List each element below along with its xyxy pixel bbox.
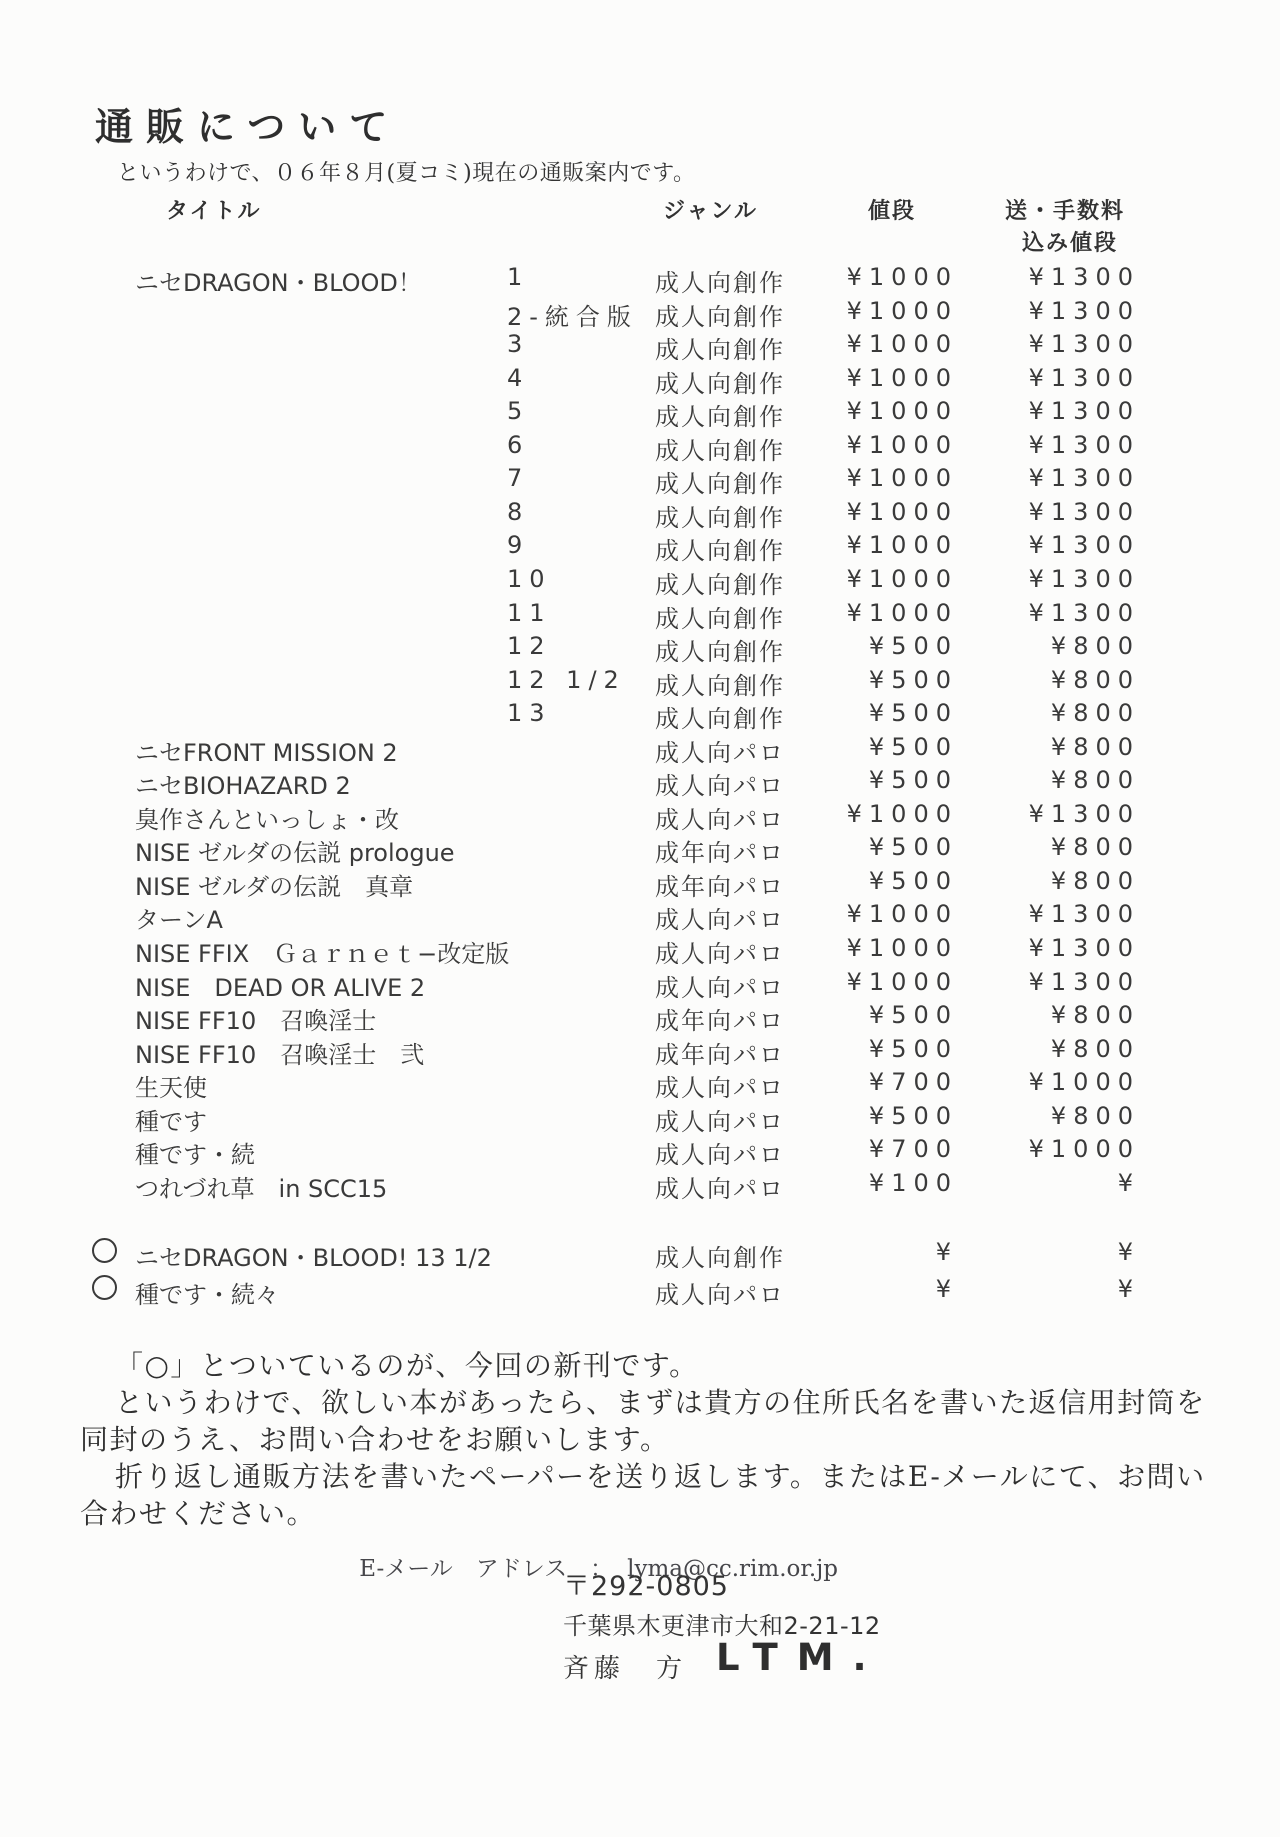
price-cell: ¥1000 bbox=[846, 900, 958, 929]
volume-cell: 13 bbox=[507, 699, 552, 728]
genre-cell: 成人向創作 bbox=[655, 503, 785, 532]
price-cell: ¥1000 bbox=[846, 464, 958, 493]
price-cell: ¥700 bbox=[868, 1135, 958, 1164]
genre-cell: 成人向創作 bbox=[655, 470, 785, 499]
email-label: E-メール アドレス ： bbox=[359, 1556, 614, 1582]
shipping-cell: ¥800 bbox=[1050, 833, 1140, 862]
price-cell: ¥1000 bbox=[846, 799, 958, 828]
price-cell: ¥500 bbox=[868, 1034, 958, 1063]
genre-cell: 成人向創作 bbox=[655, 570, 785, 599]
circle-name: LTM. bbox=[716, 1636, 886, 1679]
price-cell: ¥1000 bbox=[846, 430, 958, 459]
table-row bbox=[0, 699, 1280, 733]
title-cell: NISE ゼルダの伝説 真章 bbox=[135, 872, 414, 901]
table-row bbox=[0, 1068, 1280, 1102]
column-header-genre: ジャンル bbox=[663, 199, 759, 224]
table-row bbox=[0, 1169, 1280, 1203]
volume-cell: 5 bbox=[507, 397, 530, 426]
volume-cell: 10 bbox=[507, 564, 552, 593]
shipping-cell: ¥1300 bbox=[1028, 900, 1140, 929]
shipping-cell: ¥800 bbox=[1050, 766, 1140, 795]
genre-cell: 成人向創作 bbox=[655, 537, 785, 566]
table-row bbox=[0, 330, 1280, 364]
email-address: lyma@cc.rim.or.jp bbox=[627, 1556, 838, 1582]
new-release-marker-circle-icon bbox=[92, 1275, 117, 1300]
price-cell: ¥500 bbox=[868, 766, 958, 795]
shipping-cell: ¥1000 bbox=[1028, 1135, 1140, 1164]
genre-cell: 成年向パロ bbox=[655, 1040, 785, 1069]
note-line: 「○」とついているのが、今回の新刊です。 bbox=[115, 1349, 699, 1382]
price-cell: ¥1000 bbox=[846, 363, 958, 392]
table-row bbox=[0, 1035, 1280, 1069]
genre-cell: 成人向創作 bbox=[655, 302, 785, 331]
price-cell: ¥ bbox=[935, 1238, 958, 1266]
table-row bbox=[0, 733, 1280, 767]
title-cell: 臭作さんといっしょ・改 bbox=[135, 805, 399, 834]
genre-cell: 成年向パロ bbox=[655, 872, 785, 901]
genre-cell: 成人向創作 bbox=[655, 403, 785, 432]
volume-cell: 12 1/2 bbox=[507, 665, 626, 694]
note-line: 折り返し通販方法を書いたペーパーを送り返します。またはE-メールにて、お問い bbox=[115, 1460, 1206, 1493]
title-cell: 生天使 bbox=[135, 1074, 207, 1103]
shipping-cell: ¥1300 bbox=[1028, 263, 1140, 291]
page-title: 通販について bbox=[95, 105, 401, 149]
table-row bbox=[0, 565, 1280, 599]
title-cell: ニセBIOHAZARD 2 bbox=[135, 772, 351, 801]
price-cell: ¥1000 bbox=[846, 967, 958, 996]
price-cell: ¥500 bbox=[868, 632, 958, 661]
price-cell: ¥500 bbox=[868, 699, 958, 728]
genre-cell: 成年向パロ bbox=[655, 1007, 785, 1036]
shipping-cell: ¥1300 bbox=[1028, 296, 1140, 325]
genre-cell: 成人向パロ bbox=[655, 973, 785, 1002]
note-line: というわけで、欲しい本があったら、まずは貴方の住所氏名を書いた返信用封筒を bbox=[115, 1386, 1206, 1419]
genre-cell: 成人向パロ bbox=[655, 1174, 785, 1203]
price-cell: ¥500 bbox=[868, 665, 958, 694]
genre-cell: 成人向創作 bbox=[655, 1244, 785, 1272]
table-row bbox=[0, 934, 1280, 968]
shipping-cell: ¥1300 bbox=[1028, 430, 1140, 459]
price-cell: ¥500 bbox=[868, 1001, 958, 1030]
table-row bbox=[0, 364, 1280, 398]
shipping-cell: ¥1300 bbox=[1028, 464, 1140, 493]
volume-cell: 1 bbox=[507, 263, 530, 291]
address-line: 千葉県木更津市大和2-21-12 bbox=[563, 1612, 881, 1640]
shipping-cell: ¥1300 bbox=[1028, 934, 1140, 962]
column-header-title: タイトル bbox=[166, 199, 262, 224]
genre-cell: 成人向パロ bbox=[655, 805, 785, 834]
volume-cell: 7 bbox=[507, 464, 530, 493]
shipping-cell: ¥1300 bbox=[1028, 330, 1140, 359]
genre-cell: 成人向パロ bbox=[655, 906, 785, 935]
title-cell: NISE DEAD OR ALIVE 2 bbox=[135, 973, 426, 1002]
title-cell: 種です・続々 bbox=[135, 1281, 279, 1309]
shipping-cell: ¥800 bbox=[1050, 699, 1140, 728]
shipping-cell: ¥800 bbox=[1050, 632, 1140, 661]
title-cell: NISE FF10 召喚淫士 bbox=[135, 1007, 377, 1036]
table-row bbox=[0, 833, 1280, 867]
title-cell: 種です bbox=[135, 1107, 207, 1136]
shipping-cell: ¥800 bbox=[1050, 866, 1140, 895]
genre-cell: 成人向パロ bbox=[655, 1074, 785, 1103]
price-cell: ¥500 bbox=[868, 732, 958, 761]
volume-cell: 4 bbox=[507, 363, 530, 392]
table-row bbox=[0, 498, 1280, 532]
shipping-cell: ¥1300 bbox=[1028, 598, 1140, 627]
shipping-cell: ¥800 bbox=[1050, 665, 1140, 694]
shipping-cell: ¥1300 bbox=[1028, 497, 1140, 526]
table-row bbox=[0, 1001, 1280, 1035]
note-line: 同封のうえ、お問い合わせをお願いします。 bbox=[80, 1423, 670, 1456]
table-row bbox=[0, 666, 1280, 700]
price-cell: ¥1000 bbox=[846, 263, 958, 291]
price-cell: ¥1000 bbox=[846, 497, 958, 526]
genre-cell: 成人向創作 bbox=[655, 604, 785, 633]
table-row bbox=[0, 464, 1280, 498]
table-row bbox=[0, 431, 1280, 465]
shipping-cell: ¥800 bbox=[1050, 1034, 1140, 1063]
shipping-cell: ¥1300 bbox=[1028, 564, 1140, 593]
price-cell: ¥500 bbox=[868, 833, 958, 862]
genre-cell: 成人向創作 bbox=[655, 369, 785, 398]
table-row bbox=[0, 1135, 1280, 1169]
title-cell: NISE FF10 召喚淫士 弐 bbox=[135, 1040, 425, 1069]
shipping-cell: ¥1300 bbox=[1028, 397, 1140, 426]
table-row bbox=[0, 900, 1280, 934]
shipping-cell: ¥1300 bbox=[1028, 799, 1140, 828]
shipping-cell: ¥1300 bbox=[1028, 967, 1140, 996]
shipping-cell: ¥1300 bbox=[1028, 363, 1140, 392]
table-row bbox=[0, 867, 1280, 901]
genre-cell: 成人向パロ bbox=[655, 1281, 785, 1309]
shipping-cell: ¥1000 bbox=[1028, 1068, 1140, 1097]
price-cell: ¥500 bbox=[868, 1101, 958, 1130]
title-cell: NISE ゼルダの伝説 prologue bbox=[135, 839, 455, 868]
genre-cell: 成人向創作 bbox=[655, 671, 785, 700]
shipping-cell: ¥ bbox=[1117, 1238, 1140, 1266]
postal-code: 〒292-0805 bbox=[563, 1571, 729, 1602]
new-release-row bbox=[0, 1275, 1280, 1309]
new-release-row bbox=[0, 1238, 1280, 1272]
table-row bbox=[0, 263, 1280, 297]
new-release-marker-circle-icon bbox=[92, 1238, 117, 1263]
shipping-cell: ¥800 bbox=[1050, 732, 1140, 761]
volume-cell: 11 bbox=[507, 598, 552, 627]
recipient-name: 斉藤 方 bbox=[563, 1654, 688, 1684]
price-cell: ¥1000 bbox=[846, 934, 958, 962]
title-cell: つれづれ草 in SCC15 bbox=[135, 1174, 388, 1203]
note-line: 合わせください。 bbox=[80, 1497, 317, 1530]
shipping-cell: ¥ bbox=[1117, 1168, 1140, 1197]
title-cell: NISE FFIX Ｇａｒｎｅｔ−改定版 bbox=[135, 940, 510, 968]
price-cell: ¥1000 bbox=[846, 598, 958, 627]
table-row bbox=[0, 1102, 1280, 1136]
price-cell: ¥1000 bbox=[846, 564, 958, 593]
genre-cell: 成人向パロ bbox=[655, 738, 785, 767]
table-row bbox=[0, 632, 1280, 666]
price-cell: ¥100 bbox=[868, 1168, 958, 1197]
shipping-cell: ¥ bbox=[1117, 1275, 1140, 1303]
price-cell: ¥1000 bbox=[846, 397, 958, 426]
genre-cell: 成年向パロ bbox=[655, 839, 785, 868]
table-row bbox=[0, 968, 1280, 1002]
table-row bbox=[0, 599, 1280, 633]
volume-cell: 6 bbox=[507, 430, 530, 459]
genre-cell: 成人向パロ bbox=[655, 1107, 785, 1136]
table-row bbox=[0, 800, 1280, 834]
title-cell: ニセDRAGON・BLOOD! 13 1/2 bbox=[135, 1244, 492, 1272]
title-cell: ニセFRONT MISSION 2 bbox=[135, 738, 398, 767]
genre-cell: 成人向パロ bbox=[655, 772, 785, 801]
volume-cell: 2-統合版 bbox=[507, 302, 638, 331]
table-row bbox=[0, 766, 1280, 800]
shipping-cell: ¥800 bbox=[1050, 1101, 1140, 1130]
price-cell: ¥500 bbox=[868, 866, 958, 895]
title-cell: 種です・続 bbox=[135, 1141, 255, 1170]
price-cell: ¥1000 bbox=[846, 330, 958, 359]
genre-cell: 成人向創作 bbox=[655, 638, 785, 667]
table-row bbox=[0, 397, 1280, 431]
shipping-cell: ¥800 bbox=[1050, 1001, 1140, 1030]
column-header-price: 値段 bbox=[868, 199, 917, 224]
intro-text: というわけで、０６年８月(夏コミ)現在の通販案内です。 bbox=[117, 161, 696, 186]
price-cell: ¥1000 bbox=[846, 296, 958, 325]
table-row bbox=[0, 297, 1280, 331]
title-cell: ニセDRAGON・BLOOD！ bbox=[135, 269, 422, 297]
price-cell: ¥ bbox=[935, 1275, 958, 1303]
title-cell: ターンA bbox=[135, 906, 223, 935]
table-row bbox=[0, 531, 1280, 565]
volume-cell: 3 bbox=[507, 330, 530, 359]
price-cell: ¥1000 bbox=[846, 531, 958, 560]
genre-cell: 成人向創作 bbox=[655, 336, 785, 365]
column-header-shipping-line1: 送・手数料 bbox=[1005, 199, 1126, 224]
volume-cell: 12 bbox=[507, 632, 552, 661]
genre-cell: 成人向創作 bbox=[655, 705, 785, 734]
genre-cell: 成人向創作 bbox=[655, 269, 785, 297]
column-header-shipping-line2: 込み値段 bbox=[1022, 231, 1119, 256]
volume-cell: 8 bbox=[507, 497, 530, 526]
genre-cell: 成人向創作 bbox=[655, 436, 785, 465]
volume-cell: 9 bbox=[507, 531, 530, 560]
shipping-cell: ¥1300 bbox=[1028, 531, 1140, 560]
genre-cell: 成人向パロ bbox=[655, 1141, 785, 1170]
genre-cell: 成人向パロ bbox=[655, 940, 785, 968]
price-cell: ¥700 bbox=[868, 1068, 958, 1097]
